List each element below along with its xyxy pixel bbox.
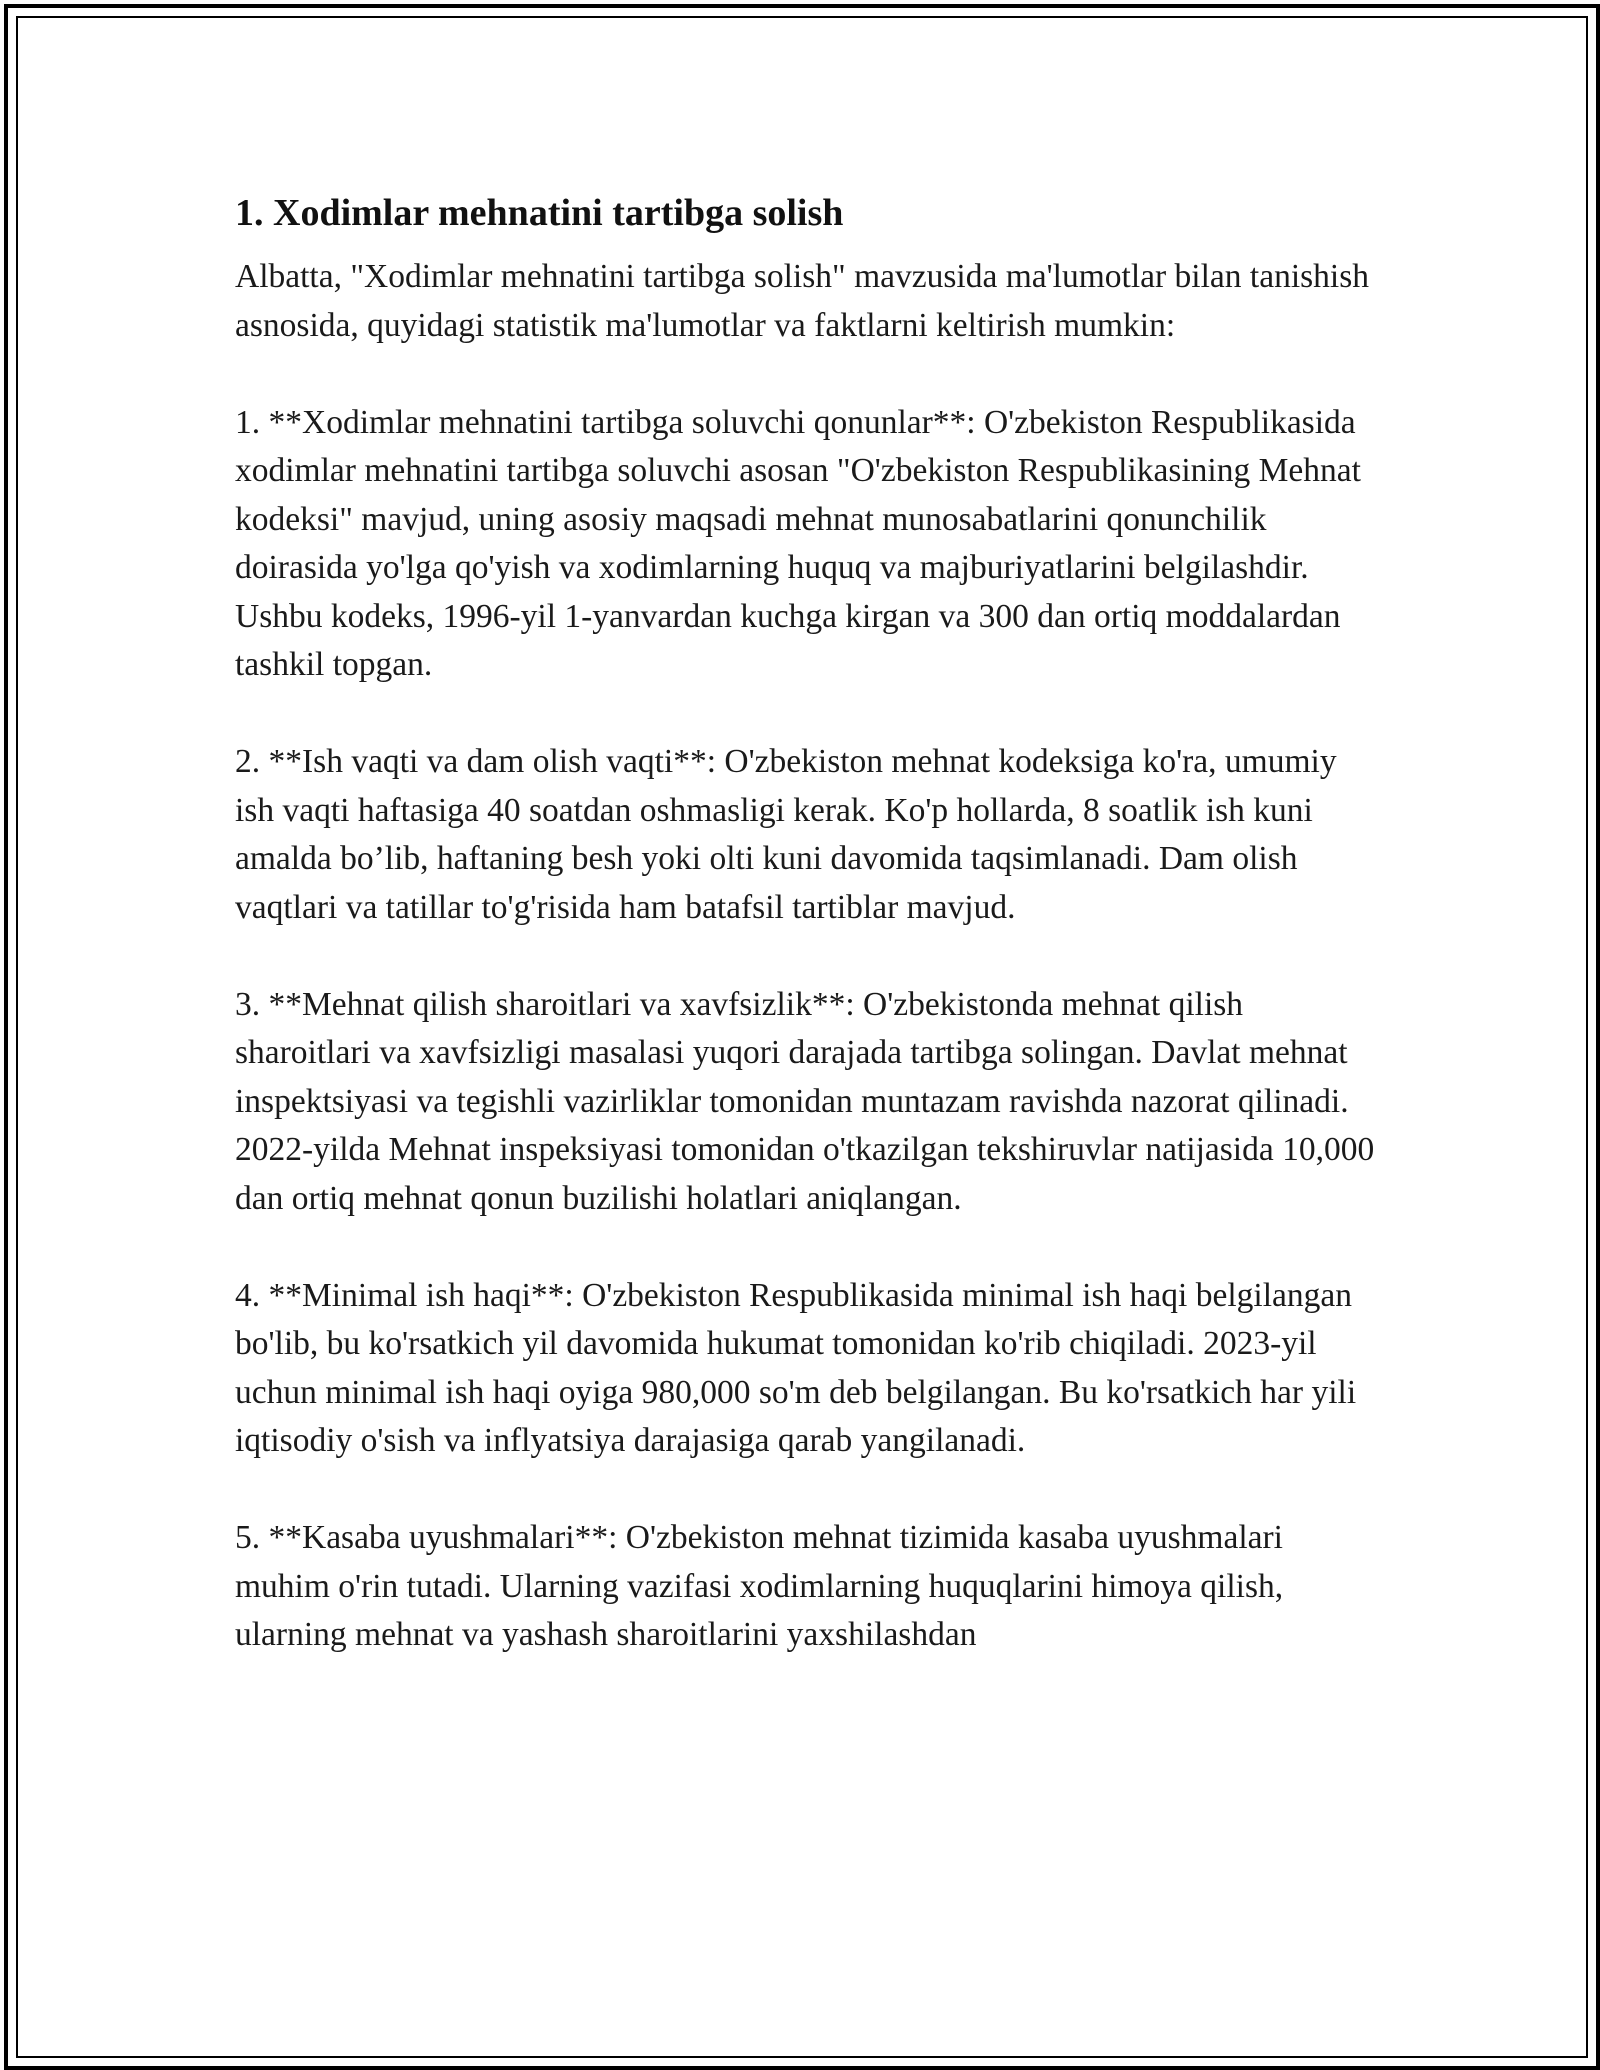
paragraph-minimum-wage: 4. **Minimal ish haqi**: O'zbekiston Respublikasida minimal ish haqi belgilangan bo'lib, bu ko'rsatkich yil davomida hukumat tomonidan ko'rib chiqiladi. 2023-yil uchun minimal ish haqi oyiga 980,000 so'm deb belgilangan. Bu ko'rsatkich har yili iqtisodiy o'sish va inflyatsiya darajasiga qarab yangilanadi. bbox=[235, 1276, 1357, 1459]
document-body bbox=[235, 185, 1375, 1708]
intro-paragraph: Albatta, "Xodimlar mehnatini tartibga solish" mavzusida ma'lumotlar bilan tanishish asnosida, quyidagi statistik ma'lumotlar va faktlarni keltirish mumkin: bbox=[235, 258, 1370, 344]
paragraph-trade-unions: 5. **Kasaba uyushmalari**: O'zbekiston mehnat tizimida kasaba uyushmalari muhim o'rin tutadi. Ularning vazifasi xodimlarning huquqlarini himoya qilish, ularning mehnat va yashash sharoitlarini yaxshilashdan bbox=[235, 1519, 1284, 1653]
paragraph-labor-laws: 1. **Xodimlar mehnatini tartibga soluvchi qonunlar**: O'zbekiston Respublikasida xodimlar mehnatini tartibga soluvchi asosan "O'zbekiston Respublikasining Mehnat kodeksi" mavjud, uning asosiy maqsadi mehnat munosabatlarini qonunchilik doirasida yo'lga qo'yish va xodimlarning huquq va majburiyatlarini belgilashdir. Ushbu kodeks, 1996-yil 1-yanvardan kuchga kirgan va 300 dan ortiq moddalardan tashkil topgan. bbox=[235, 403, 1361, 683]
paragraph-working-hours: 2. **Ish vaqti va dam olish vaqti**: O'zbekiston mehnat kodeksiga ko'ra, umumiy ish vaqti haftasiga 40 soatdan oshmasligi kerak. Ko'p hollarda, 8 soatlik ish kuni amalda bo’lib, haftaning besh yoki olti kuni davomida taqsimlanadi. Dam olish vaqtlari va tatillar to'g'risida ham batafsil tartiblar mavjud. bbox=[235, 743, 1337, 926]
section-heading: 1. Xodimlar mehnatini tartibga solish bbox=[235, 192, 844, 234]
paragraph-working-conditions: 3. **Mehnat qilish sharoitlari va xavfsizlik**: O'zbekistonda mehnat qilish sharoitlari va xavfsizligi masalasi yuqori darajada tartibga solingan. Davlat mehnat inspektsiyasi va tegishli vazirliklar tomonidan muntazam ravishda nazorat qilinadi. 2022-yilda Mehnat inspeksiyasi tomonidan o'tkazilgan tekshiruvlar natijasida 10,000 dan ortiq mehnat qonun buzilishi holatlari aniqlangan. bbox=[235, 985, 1375, 1217]
